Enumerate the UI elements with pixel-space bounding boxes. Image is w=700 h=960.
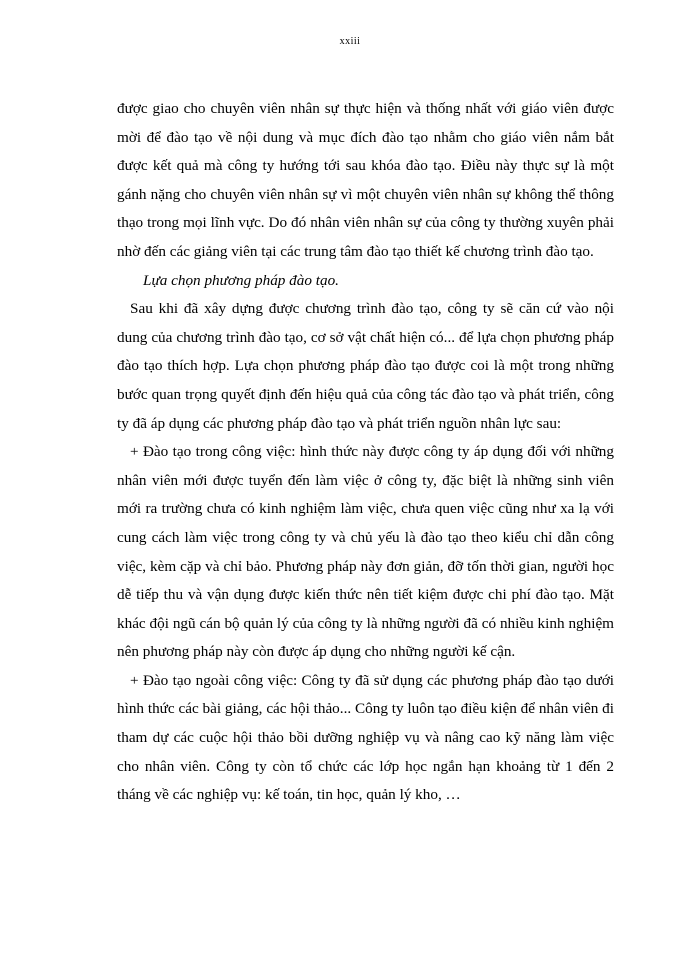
body-text <box>117 95 614 810</box>
page-number: xxiii <box>339 36 361 47</box>
paragraph-continuation: được giao cho chuyên viên nhân sự thực hiện và thống nhất với giáo viên được mời để đào tạo về nội dung và mục đích đào tạo nhằm cho giáo viên nắm bắt được kết quả mà công ty hướng tới sau khóa đào tạo. Điều này thực sự là một gánh nặng cho chuyên viên nhân sự vì một chuyên viên nhân sự không thể thông thạo trong mọi lĩnh vực. Do đó nhân viên nhân sự của công ty thường xuyên phải nhờ đến các giảng viên tại các trung tâm đào tạo thiết kế chương trình đào tạo. <box>117 100 614 260</box>
paragraph-on-the-job-training: + Đào tạo trong công việc: hình thức này được công ty áp dụng đối với những nhân viên mới được tuyển đến làm việc ở công ty, đặc biệt là những sinh viên mới ra trường chưa có kinh nghiệm làm việc, chưa quen việc cũng như xa lạ với cung cách làm việc trong công ty và chủ yếu là đào tạo theo kiểu chỉ dẫn công việc, kèm cặp và chỉ bảo. Phương pháp này đơn giản, đỡ tốn thời gian, người học dễ tiếp thu và vận dụng được kiến thức nên tiết kiệm được chi phí đào tạo. Mặt khác đội ngũ cán bộ quản lý của công ty là những người đã có nhiều kinh nghiệm nên phương pháp này còn được áp dụng cho những người kế cận. <box>117 443 614 661</box>
paragraph-method-selection: Sau khi đã xây dựng được chương trình đào tạo, công ty sẽ căn cứ vào nội dung của chương trình đào tạo, cơ sở vật chất hiện có... để lựa chọn phương pháp đào tạo thích hợp. Lựa chọn phương pháp đào tạo được coi là một trong những bước quan trọng quyết định đến hiệu quả của công tác đào tạo và phát triển, công ty đã áp dụng các phương pháp đào tạo và phát triển nguồn nhân lực sau: <box>117 300 614 432</box>
paragraph-off-the-job-training: + Đào tạo ngoài công việc: Công ty đã sử dụng các phương pháp đào tạo dưới hình thức các bài giảng, các hội thảo... Công ty luôn tạo điều kiện để nhân viên đi tham dự các cuộc hội thảo bồi dưỡng nghiệp vụ và nâng cao kỹ năng làm việc cho nhân viên. Công ty còn tổ chức các lớp học ngắn hạn khoảng từ 1 đến 2 tháng về các nghiệp vụ: kế toán, tin học, quản lý kho, … <box>117 671 614 804</box>
section-heading: Lựa chọn phương pháp đào tạo. <box>143 271 339 289</box>
